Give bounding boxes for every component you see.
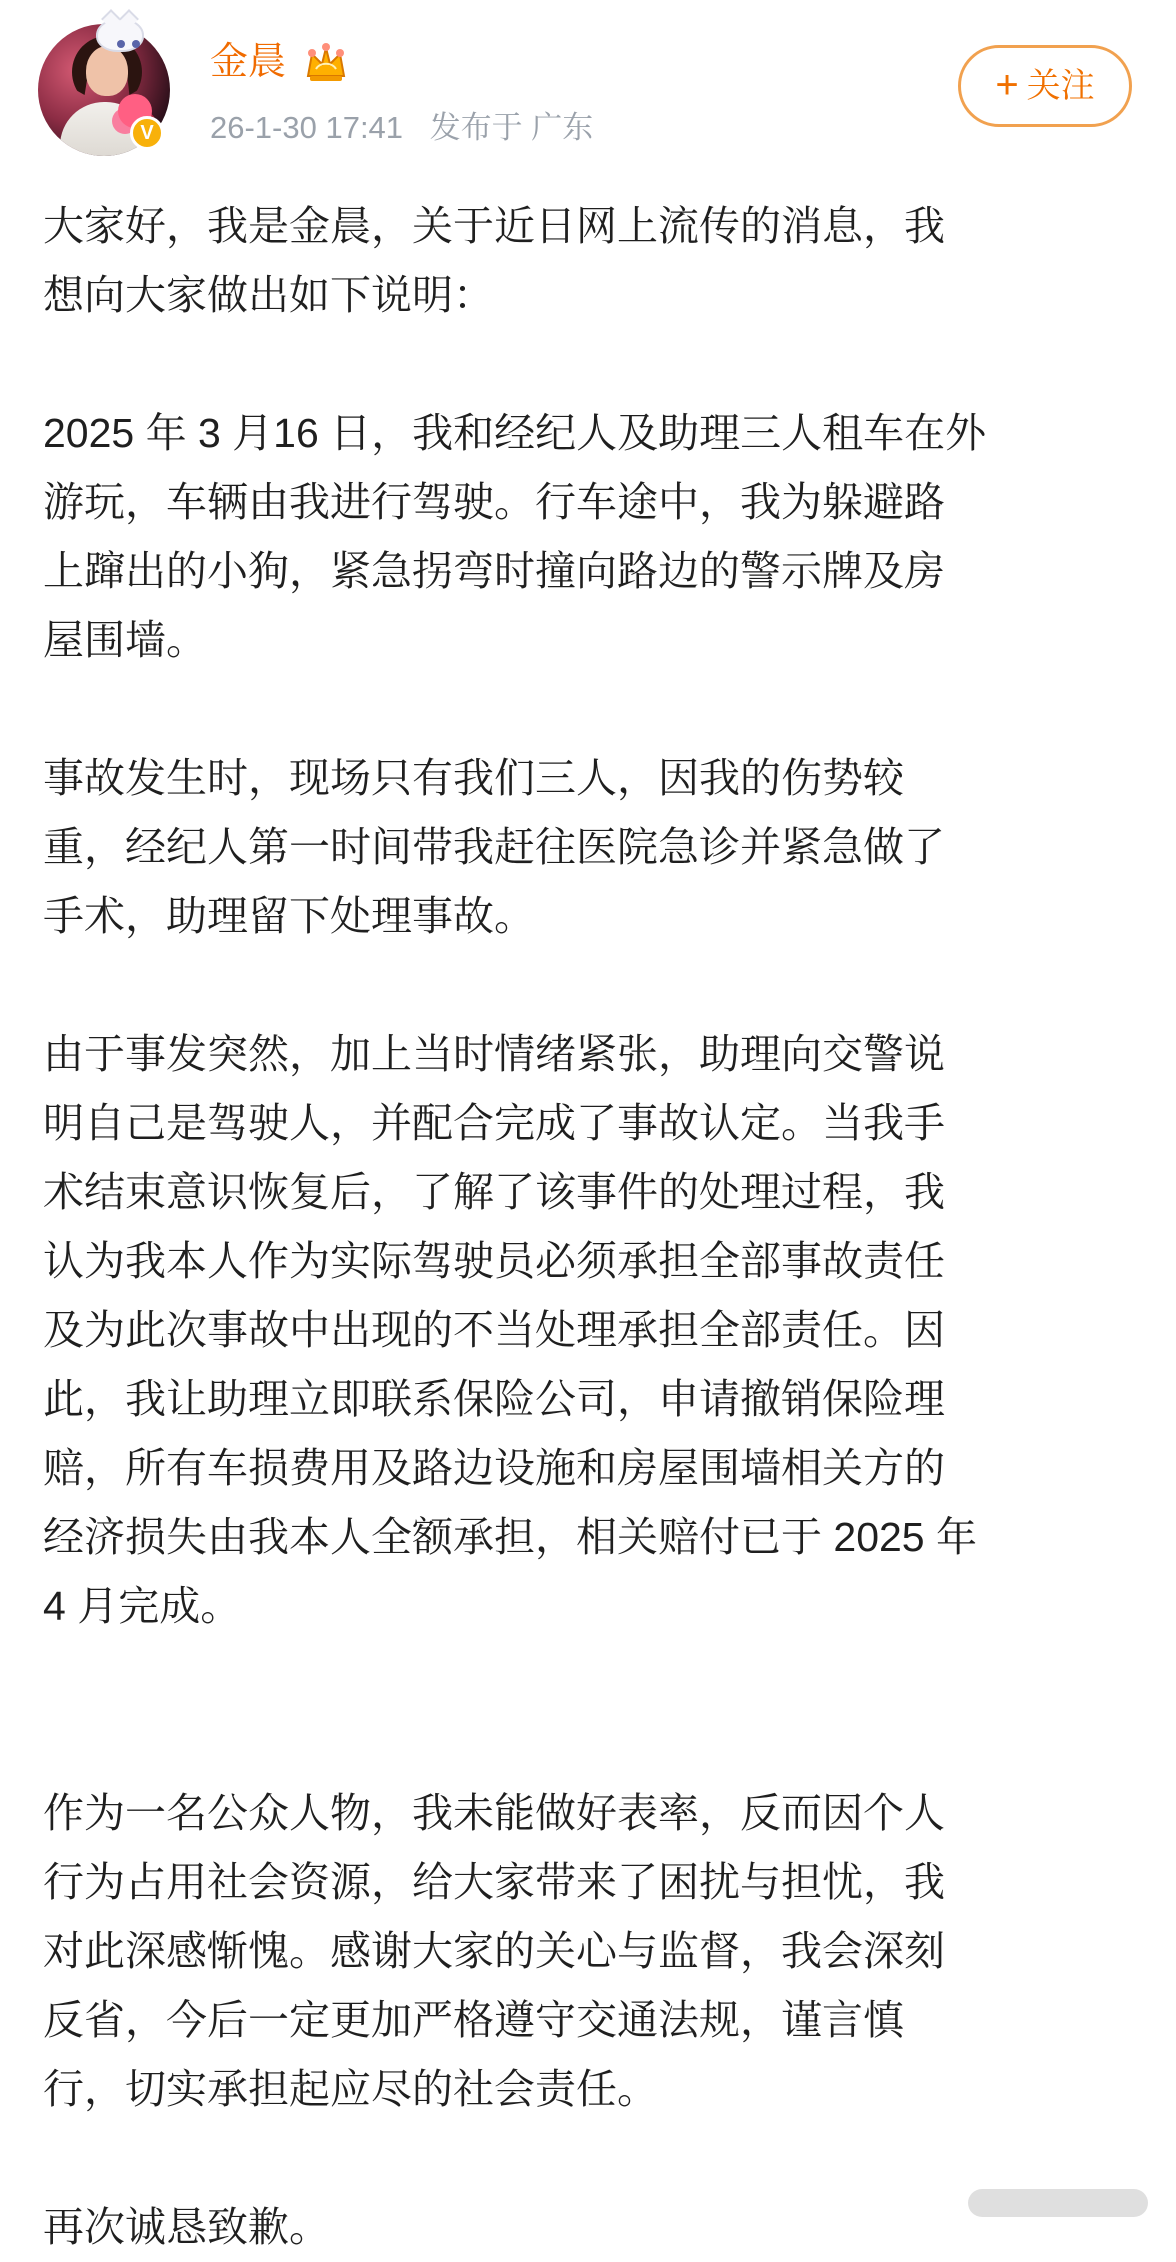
post-header	[0, 0, 1176, 170]
post-line: 术结束意识恢复后，了解了该事件的处理过程，我	[43, 1169, 945, 1215]
verified-badge-icon: V	[130, 116, 164, 150]
post-line: 认为我本人作为实际驾驶员必须承担全部事故责任	[43, 1238, 945, 1284]
post-line: 及为此次事故中出现的不当处理承担全部责任。因	[43, 1307, 945, 1353]
post-line: 重，经纪人第一时间带我赶往医院急诊并紧急做了	[43, 824, 945, 870]
post-body	[43, 192, 1135, 2262]
post-line: 大家好，我是金晨，关于近日网上流传的消息，我	[43, 203, 945, 249]
post-line: 上蹿出的小狗，紧急拐弯时撞向路边的警示牌及房	[43, 548, 945, 594]
location: 发布于 广东	[429, 110, 594, 145]
post-line: 作为一名公众人物，我未能做好表率，反而因个人	[43, 1790, 945, 1836]
post-line: 事故发生时，现场只有我们三人，因我的伤势较	[43, 755, 904, 801]
author-name[interactable]: 金晨	[210, 41, 287, 83]
paragraph-spacer	[43, 951, 1135, 1020]
follow-label: 关注	[1026, 67, 1095, 105]
avatar-face	[86, 46, 128, 96]
paragraph-spacer	[43, 1641, 1135, 1779]
paragraph-spacer	[43, 675, 1135, 744]
post-line: 屋围墙。	[43, 617, 207, 663]
post-line: 行，切实承担起应尽的社会责任。	[43, 2066, 658, 2112]
post-line: 再次诚恳致歉。	[43, 2204, 330, 2250]
post-line: 反省，今后一定更加严格遵守交通法规，谨言慎	[43, 1997, 904, 2043]
post-line: 由于事发突然，加上当时情绪紧张，助理向交警说	[43, 1031, 945, 1077]
cat-icon	[90, 10, 146, 52]
timestamp: 26-1-30 17:41	[210, 110, 404, 145]
cat-eye-icon	[117, 40, 125, 48]
cat-eye-icon	[132, 40, 140, 48]
post-line: 4 月完成。	[43, 1583, 242, 1629]
post-line: 游玩，车辆由我进行驾驶。行车途中，我为躲避路	[43, 479, 945, 525]
watermark-icon	[968, 2181, 1148, 2225]
post-line: 明自己是驾驶人，并配合完成了事故认定。当我手	[43, 1100, 945, 1146]
post-line: 行为占用社会资源，给大家带来了困扰与担忧，我	[43, 1859, 945, 1905]
post-line: 手术，助理留下处理事故。	[43, 893, 535, 939]
post-line: 赔，所有车损费用及路边设施和房屋围墙相关方的	[43, 1445, 945, 1491]
plus-icon: +	[995, 63, 1019, 107]
post-meta	[210, 108, 593, 148]
cat-head	[96, 18, 144, 52]
post-line: 对此深感惭愧。感谢大家的关心与监督，我会深刻	[43, 1928, 945, 1974]
post-line: 想向大家做出如下说明：	[43, 272, 494, 318]
post-line: 2025 年 3 月16 日，我和经纪人及助理三人租车在外	[43, 410, 987, 456]
follow-button[interactable]	[958, 45, 1132, 127]
paragraph-spacer	[43, 330, 1135, 399]
crown-icon	[304, 42, 348, 84]
post-line: 此，我让助理立即联系保险公司，申请撤销保险理	[43, 1376, 945, 1422]
post-line: 经济损失由我本人全额承担，相关赔付已于 2025 年	[43, 1514, 977, 1560]
